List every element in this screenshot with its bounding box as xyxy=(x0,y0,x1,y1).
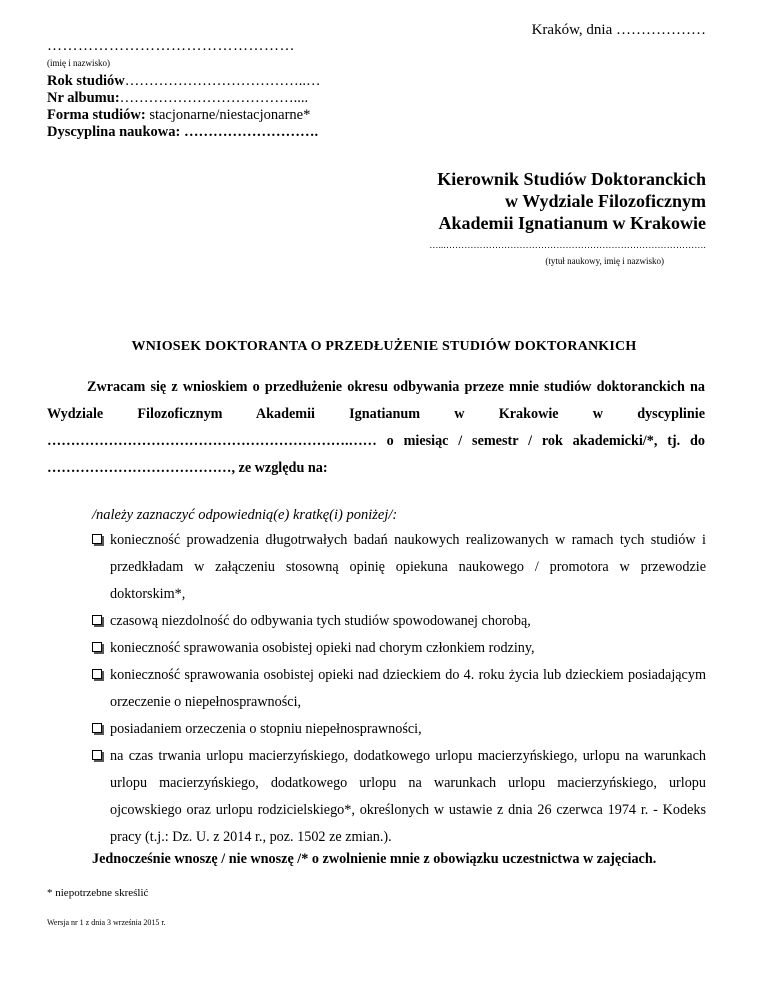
reason-option-label: konieczność sprawowania osobistej opieki nad chorym członkiem rodziny, xyxy=(110,640,535,656)
addressee-signature-blank: …...…………………………………………………………………………. xyxy=(429,240,706,250)
request-body xyxy=(47,374,705,482)
addressee-line-1: Kierownik Studiów Doktoranckich xyxy=(437,169,706,189)
reason-option-label: konieczność prowadzenia długotrwałych badań naukowych realizowanych w ramach tych studiów i przedkładam w załączeniu stosowną opinię opiekuna naukowego / promotora w przewodzie doktorskim*, xyxy=(110,532,706,602)
reason-option-disability[interactable] xyxy=(92,716,706,743)
reason-option-illness[interactable] xyxy=(92,608,706,635)
field-study-form-value: stacjonarne/niestacjonarne* xyxy=(145,107,311,123)
reason-option-family-care[interactable] xyxy=(92,635,706,662)
exemption-statement: Jednocześnie wnoszę / nie wnoszę /* o zwolnienie mnie z obowiązku uczestnictwa w zajęciach. xyxy=(92,851,657,867)
field-album-number-label: Nr albumu: xyxy=(47,90,120,106)
addressee-line-3: Akademii Ignatianum w Krakowie xyxy=(438,213,706,233)
field-study-year-value: ………………………………..… xyxy=(124,73,321,89)
request-body-text: Zwracam się z wnioskiem o przedłużenie okresu odbywania przeze mnie studiów doktoranckich na Wydziale Filozoficznym Akademii Ignatianum w Krakowie w dyscyplinie ……………………………………………………….…… o miesiąc / semestr / rok akademicki/*, tj. do …………………………………, ze względu na: xyxy=(47,379,705,476)
field-discipline xyxy=(47,124,318,141)
field-study-year-label: Rok studiów xyxy=(47,73,125,89)
reason-option-label: posiadaniem orzeczenia o stopniu niepełnosprawności, xyxy=(110,721,422,737)
field-album-number xyxy=(47,90,308,107)
reason-option-research[interactable] xyxy=(92,527,706,608)
field-study-form xyxy=(47,107,310,124)
footnote: * niepotrzebne skreślić xyxy=(47,887,149,899)
city-date: Kraków, dnia ……………… xyxy=(531,22,706,38)
document-title: WNIOSEK DOKTORANTA O PRZEDŁUŻENIE STUDIÓW DOKTORANKICH xyxy=(131,339,637,354)
addressee-signature-hint: (tytuł naukowy, imię i nazwisko) xyxy=(545,256,664,266)
checkbox-icon[interactable] xyxy=(92,615,102,625)
checkbox-icon[interactable] xyxy=(92,750,102,760)
checkbox-icon[interactable] xyxy=(92,642,102,652)
field-study-form-label: Forma studiów: xyxy=(47,107,146,123)
checkbox-icon[interactable] xyxy=(92,669,102,679)
field-discipline-label: Dyscyplina naukowa: xyxy=(47,124,181,140)
checkbox-icon[interactable] xyxy=(92,723,102,733)
version-note: Wersja nr 1 z dnia 3 września 2015 r. xyxy=(47,918,166,927)
reason-option-label: konieczność sprawowania osobistej opieki nad dzieckiem do 4. roku życia lub dzieckiem posiadającym orzeczenie o niepełnosprawności, xyxy=(110,667,706,710)
checkbox-icon[interactable] xyxy=(92,534,102,544)
reason-option-parental-leave[interactable] xyxy=(92,743,706,851)
checkbox-instruction: /należy zaznaczyć odpowiednią(e) kratkę(i) poniżej/: xyxy=(92,507,398,523)
addressee-block xyxy=(437,168,706,234)
reason-option-label: na czas trwania urlopu macierzyńskiego, dodatkowego urlopu macierzyńskiego, urlopu na warunkach urlopu macierzyńskiego, dodatkowego urlopu na warunkach urlopu macierzyńskiego, urlopu ojcowskiego oraz urlopu rodzicielskiego*, określonych w ustawie z dnia 26 czerwca 1974 r. - Kodeks pracy (t.j.: Dz. U. z 2014 r., poz. 1502 ze zmian.). xyxy=(110,748,706,845)
reason-option-child-care[interactable] xyxy=(92,662,706,716)
name-hint: (imię i nazwisko) xyxy=(47,58,110,68)
name-blank: ………………………………………… xyxy=(47,38,295,54)
addressee-line-2: w Wydziale Filozoficznym xyxy=(505,191,706,211)
field-discipline-value: ………………………. xyxy=(180,124,319,140)
reason-option-label: czasową niezdolność do odbywania tych studiów spowodowanej chorobą, xyxy=(110,613,531,629)
reason-options xyxy=(92,527,706,851)
field-study-year xyxy=(47,73,321,90)
field-album-number-value: ……………………………….... xyxy=(119,90,309,106)
